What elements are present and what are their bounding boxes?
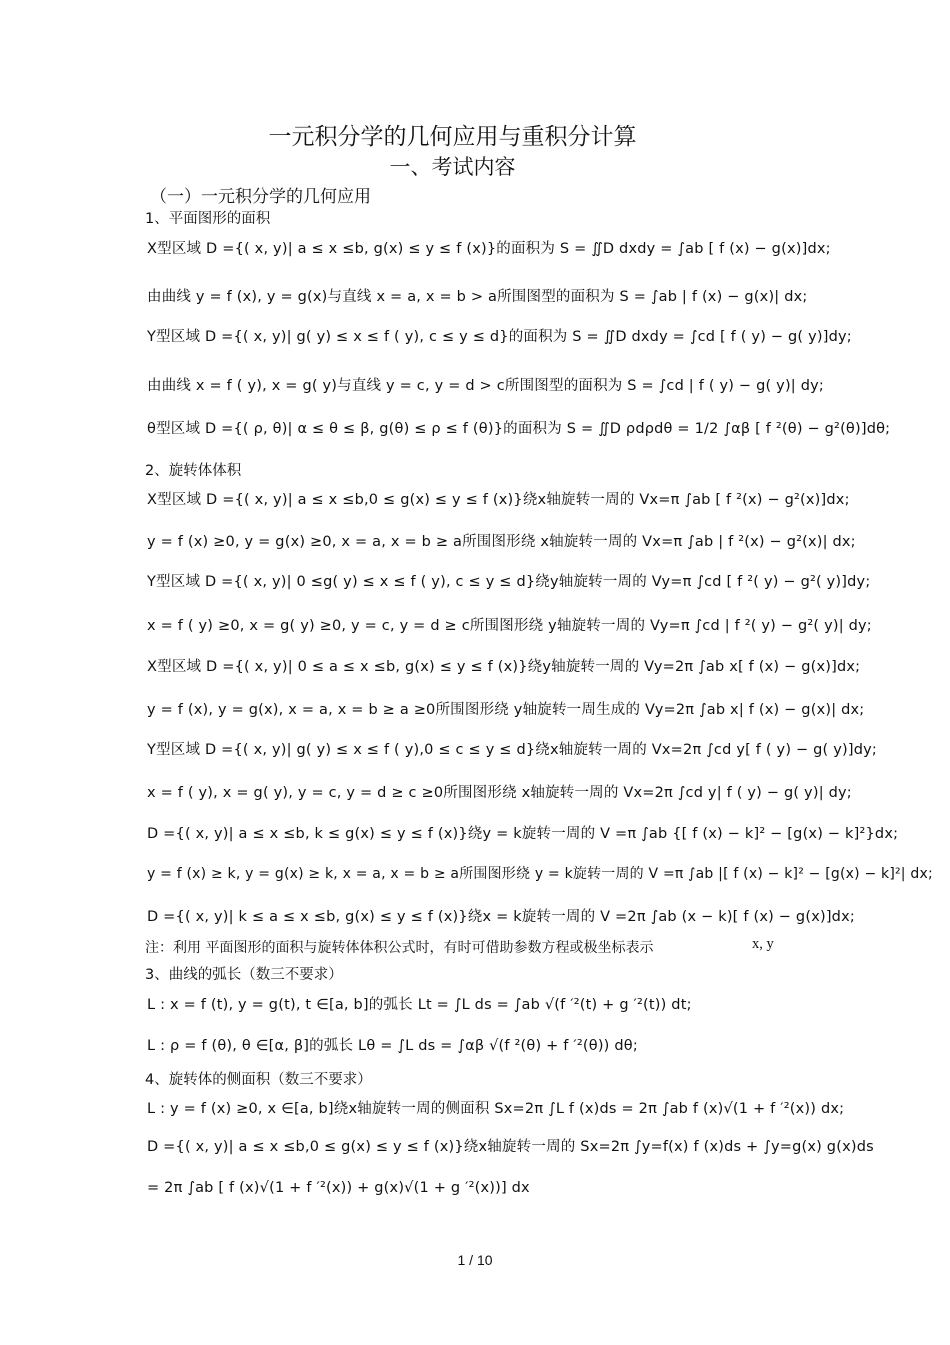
formula-line: 由曲线 y = f (x), y = g(x)与直线 x = a, x = b > a所围图型的面积为 S = ∫ab | f (x) − g(x)| dx; [147,289,808,305]
formula-line: D ={( x, y)| k ≤ a ≤ x ≤b, g(x) ≤ y ≤ f (x)}绕x = k旋转一周的 V =2π ∫ab (x − k)[ f (x) − g(x)]dx; [147,909,855,925]
formula-line: D ={( x, y)| a ≤ x ≤b, k ≤ g(x) ≤ y ≤ f (x)}绕y = k旋转一周的 V =π ∫ab {[ f (x) − k]² − [g(x) − k]²}dx; [147,826,899,842]
formula-line: L : x = f (t), y = g(t), t ∈[a, b]的弧长 Lt = ∫L ds = ∫ab √(f ′²(t) + g ′²(t)) dt; [147,997,692,1013]
formula-line: L : ρ = f (θ), θ ∈[α, β]的弧长 Lθ = ∫L ds = ∫αβ √(f ²(θ) + f ′²(θ)) dθ; [147,1038,638,1054]
note-variables: x, y [752,936,774,952]
subsection-title: （一）一元积分学的几何应用 [150,187,371,207]
note-text: 注：利用 平面图形的面积与旋转体体积公式时，有时可借助参数方程或极坐标表示 [145,940,654,956]
formula-line: x = f ( y), x = g( y), y = c, y = d ≥ c ≥0所围图形绕 x轴旋转一周的 Vx=2π ∫cd y| f ( y) − g( y)| dy; [147,785,852,801]
section-heading-volume: 2、旋转体体积 [145,463,242,479]
formula-line: θ型区域 D ={( ρ, θ)| α ≤ θ ≤ β, g(θ) ≤ ρ ≤ f (θ)}的面积为 S = ∬D ρdρdθ = 1/2 ∫αβ [ f ²(θ) − g²(θ)]dθ; [147,421,891,437]
page-indicator: 1 / 10 [457,1252,493,1268]
formula-line: = 2π ∫ab [ f (x)√(1 + f ′²(x)) + g(x)√(1 + g ′²(x))] dx [147,1180,530,1196]
section-heading-area: 1、平面图形的面积 [145,211,271,227]
formula-line: L : y = f (x) ≥0, x ∈[a, b]绕x轴旋转一周的侧面积 Sx=2π ∫L f (x)ds = 2π ∫ab f (x)√(1 + f ′²(x)) dx; [147,1101,845,1117]
formula-line: y = f (x) ≥ k, y = g(x) ≥ k, x = a, x = b ≥ a所围图形绕 y = k旋转一周的 V =π ∫ab |[ f (x) − k]² − [g(x) − k]²| dx; [147,866,933,882]
formula-line: Y型区域 D ={( x, y)| g( y) ≤ x ≤ f ( y), c ≤ y ≤ d}的面积为 S = ∬D dxdy = ∫cd [ f ( y) − g( y)]dy; [147,329,852,345]
document-title: 一元积分学的几何应用与重积分计算 [268,124,637,150]
formula-line: X型区域 D ={( x, y)| 0 ≤ a ≤ x ≤b, g(x) ≤ y ≤ f (x)}绕y轴旋转一周的 Vy=2π ∫ab x[ f (x) − g(x)]dx; [147,659,861,675]
formula-line: y = f (x), y = g(x), x = a, x = b ≥ a ≥0所围图形绕 y轴旋转一周生成的 Vy=2π ∫ab x| f (x) − g(x)| dx; [147,702,865,718]
formula-line: 由曲线 x = f ( y), x = g( y)与直线 y = c, y = d > c所围图型的面积为 S = ∫cd | f ( y) − g( y)| dy; [147,378,824,394]
formula-line: y = f (x) ≥0, y = g(x) ≥0, x = a, x = b ≥ a所围图形绕 x轴旋转一周的 Vx=π ∫ab | f ²(x) − g²(x)| dx; [147,534,856,550]
section-heading-surface-area: 4、旋转体的侧面积（数三不要求） [145,1072,372,1088]
formula-line: x = f ( y) ≥0, x = g( y) ≥0, y = c, y = d ≥ c所围图形绕 y轴旋转一周的 Vy=π ∫cd | f ²( y) − g²( y)| dy; [147,618,872,634]
formula-line: Y型区域 D ={( x, y)| g( y) ≤ x ≤ f ( y),0 ≤ c ≤ y ≤ d}绕x轴旋转一周的 Vx=2π ∫cd y[ f ( y) − g( y)]dy; [147,742,877,758]
formula-line: X型区域 D ={( x, y)| a ≤ x ≤b, g(x) ≤ y ≤ f (x)}的面积为 S = ∬D dxdy = ∫ab [ f (x) − g(x)]dx; [147,241,831,257]
formula-line: X型区域 D ={( x, y)| a ≤ x ≤b,0 ≤ g(x) ≤ y ≤ f (x)}绕x轴旋转一周的 Vx=π ∫ab [ f ²(x) − g²(x)]dx; [147,492,850,508]
formula-line: Y型区域 D ={( x, y)| 0 ≤g( y) ≤ x ≤ f ( y), c ≤ y ≤ d}绕y轴旋转一周的 Vy=π ∫cd [ f ²( y) − g²( y)]dy; [147,574,871,590]
section-heading-arc-length: 3、曲线的弧长（数三不要求） [145,967,343,983]
section-title: 一、考试内容 [389,155,516,179]
formula-line: D ={( x, y)| a ≤ x ≤b,0 ≤ g(x) ≤ y ≤ f (x)}绕x轴旋转一周的 Sx=2π ∫y=f(x) f (x)ds + ∫y=g(x) g(x)ds [147,1139,874,1155]
